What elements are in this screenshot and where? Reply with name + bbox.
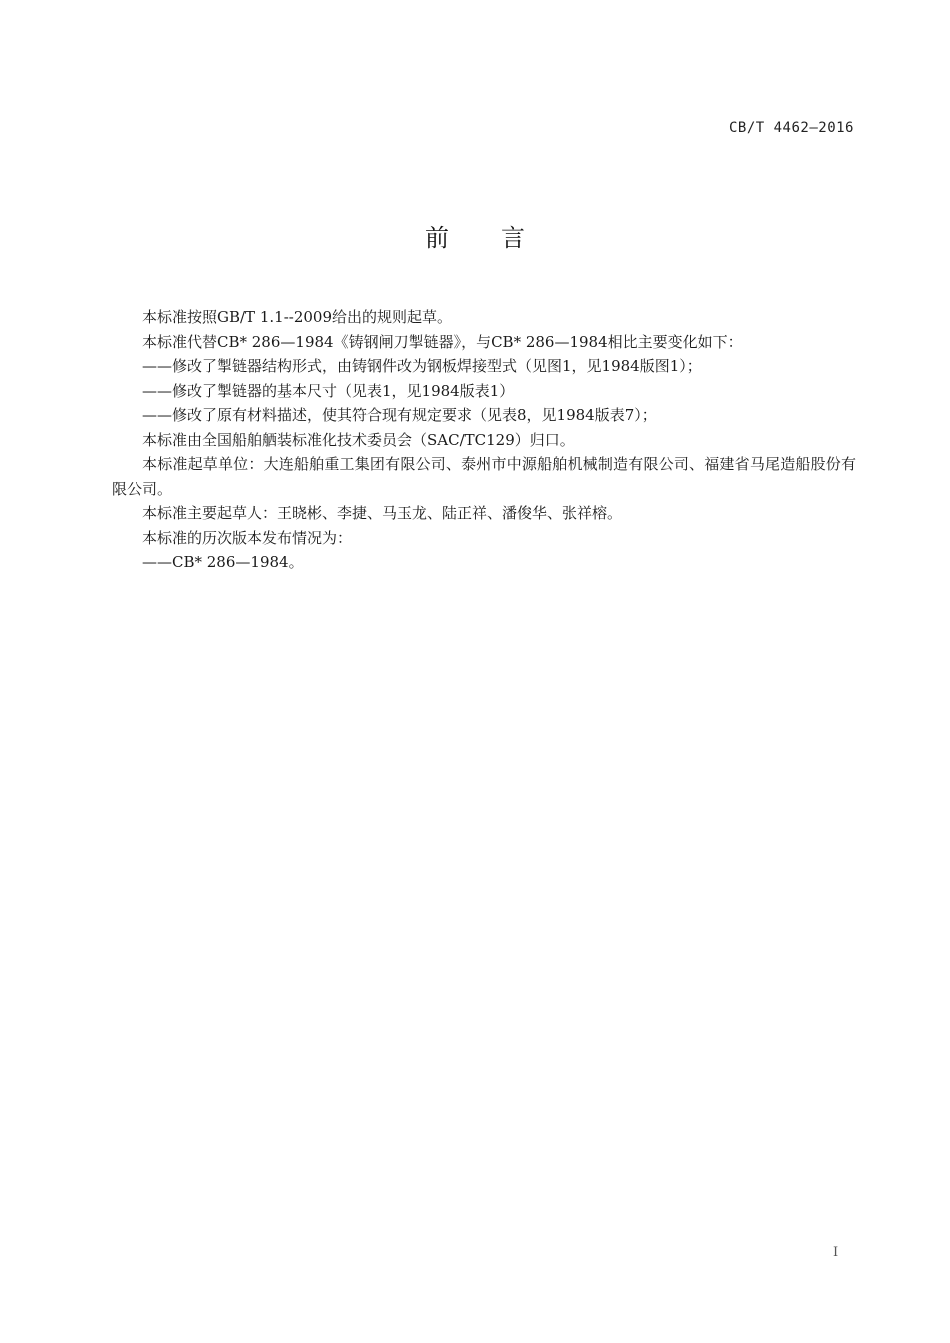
paragraph-change-3: ——修改了原有材料描述，使其符合现有规定要求（见表8，见1984版表7）； [142, 406, 657, 424]
paragraph-drafting-rules: 本标准按照GB/T 1.1--2009给出的规则起草。 [142, 308, 452, 326]
paragraph-committee: 本标准由全国船舶舾装标准化技术委员会（SAC/TC129）归口。 [142, 430, 575, 449]
paragraph-change-2: ——修改了掣链器的基本尺寸（见表1，见1984版表1） [142, 381, 515, 400]
foreword-body [112, 305, 856, 575]
paragraph-replaces: 本标准代替CB* 286—1984《铸钢闸刀掣链器》，与CB* 286—1984相比主要变化如下： [142, 332, 743, 351]
page-number: I [833, 1245, 839, 1260]
standard-code: CB/T 4462—2016 [728, 120, 854, 136]
paragraph-drafting-units: 本标准起草单位：大连船舶重工集团有限公司、泰州市中源船舶机械制造有限公司、福建省马尾造船股份有限公司。 [112, 455, 856, 498]
paragraph-change-1: ——修改了掣链器结构形式，由铸钢件改为钢板焊接型式（见图1，见1984版图1）； [142, 357, 702, 375]
paragraph-drafters: 本标准主要起草人：王晓彬、李捷、马玉龙、陆正祥、潘俊华、张祥榕。 [142, 504, 623, 522]
paragraph-history-intro: 本标准的历次版本发布情况为： [142, 528, 353, 547]
page-title: 前言 [425, 224, 577, 252]
paragraph-history-item: ——CB* 286—1984。 [142, 553, 304, 571]
